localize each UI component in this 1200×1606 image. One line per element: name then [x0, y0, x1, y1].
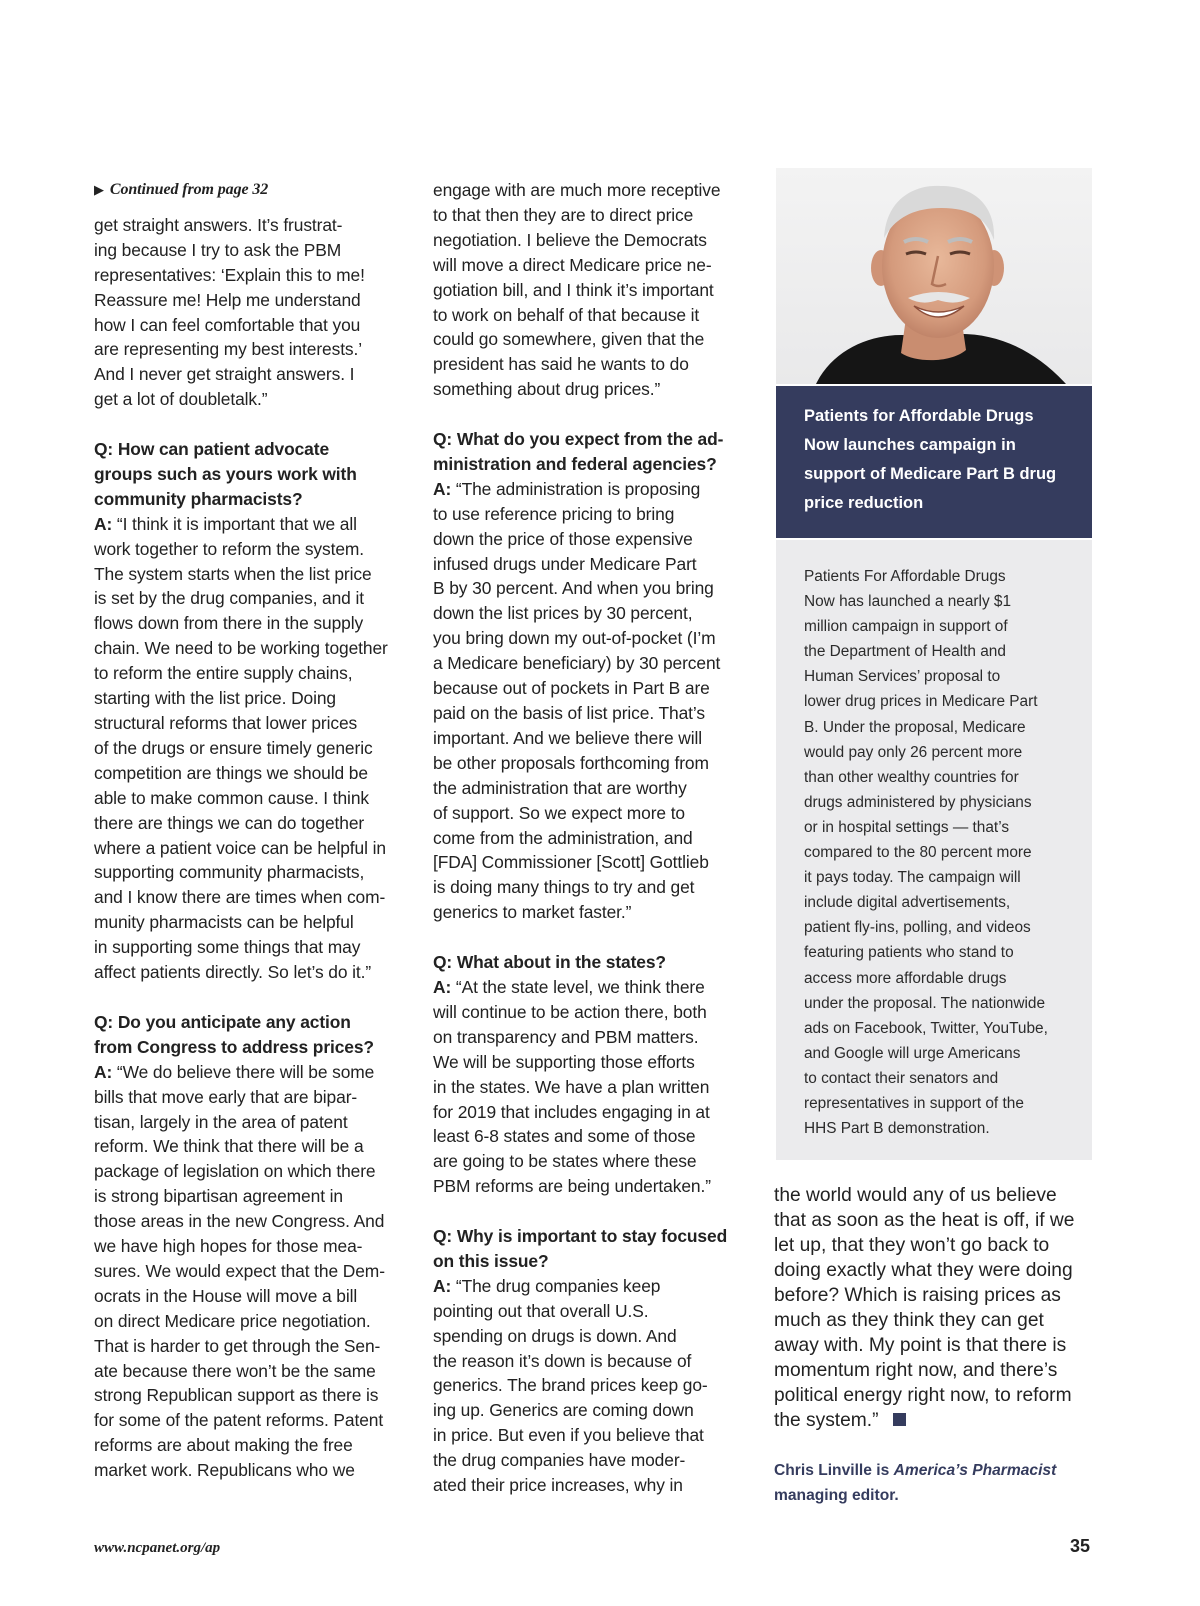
page-number: 35: [1070, 1536, 1091, 1556]
byline-prefix: Chris Linville is: [774, 1462, 894, 1479]
answer-paragraph: [94, 512, 412, 985]
answer-text: “I think it is important that we all work together to reform the system. The system starts when the list price is set by the drug companies, and it flows down from there in the supply chain. We need to be working together to reform the entire supply chains, starting with the list price. Doing structural reforms that lower prices of the drugs or ensure timely generic competition are things we should be able to make common cause. I think there are things we can do together where a patient voice can be helpful in supporting community pharmacists, and I know there are times when com- munity pharmacists can be helpful in supporting some things that may affect patients directly. So let’s do it.”: [94, 513, 388, 983]
answer-label: A:: [94, 513, 113, 534]
answer-text: “The administration is proposing to use reference pricing to bring down the price of those expensive infused drugs under Medicare Part B by 30 percent. And when you bring down the list prices by 30 percent, you bring down my out-of-pocket (I’m a Medicare beneficiary) by 30 percent because out of pockets in Part B are paid on the basis of list price. That’s important. And we believe there will be other proposals forthcoming from the administration that are worthy of support. So we expect more to come from the administration, and [FDA] Commissioner [Scott] Gottlieb is doing many things to try and get generics to market faster.”: [433, 478, 721, 923]
answer-label: A:: [433, 478, 452, 499]
answer-label: A:: [433, 1275, 452, 1296]
question-heading: Q: Why is important to stay focused on this issue?: [433, 1226, 728, 1271]
answer-paragraph: [433, 975, 753, 1199]
answer-text: “The drug companies keep pointing out that overall U.S. spending on drugs is down. And the reason it’s down is because of generics. The brand prices keep go- ing up. Generics are coming down in price. But even if you believe that the drug companies have moder- ated their price increases, why in: [433, 1275, 708, 1496]
column-3: [774, 1183, 1094, 1433]
question-heading: Q: What do you expect from the ad- ministration and federal agencies?: [433, 429, 724, 474]
answer-text: “We do believe there will be some bills that move early that are bipar- tisan, largely in the area of patent reform. We think that there will be a package of legislation on which there is strong bipartisan agreement in those areas in the new Congress. And we have high hopes for those mea- sures. We would expect that the Dem- ocrats in the House will move a bill on direct Medicare price negotiation. That is harder to get through the Sen- ate because there won’t be the same strong Republican support as there is for some of the patent reforms. Patent reforms are about making the free market work. Republicans who we: [94, 1061, 385, 1481]
answer-paragraph: [433, 1274, 753, 1498]
question-heading: Q: Do you anticipate any action from Congress to address prices?: [94, 1011, 374, 1057]
answer-text: “At the state level, we think there will continue to be action there, both on transparency and PBM matters. We will be supporting those efforts in the states. We have a plan written for 2019 that includes engaging in at least 6-8 states and some of those are going to be states where these PBM reforms are being undertaken.”: [433, 976, 711, 1197]
publication-name: America’s Pharmacist: [893, 1462, 1057, 1479]
continued-note: ▶ Continued from page 32: [94, 181, 269, 198]
footer-url: www.ncpanet.org/ap: [94, 1540, 221, 1556]
sidebar-body: Patients For Affordable Drugs Now has launched a nearly $1 million campaign in support of the Department of Health and Human Services’ proposal to lower drug prices in Medicare Part B. Under the proposal, Medicare would pay only 26 percent more than other wealthy countries for drugs administered by physicians or in hospital settings — that’s compared to the 80 percent more it pays today. The campaign will include digital advertisements, patient fly-ins, polling, and videos featuring patients who stand to access more affordable drugs under the proposal. The nationwide ads on Facebook, Twitter, YouTube, and Google will urge Americans to contact their senators and representatives in support of the HHS Part B demonstration.: [804, 568, 1048, 1138]
end-mark-icon: [893, 1413, 906, 1426]
paragraph: the world would any of us believe that as soon as the heat is off, if we let up, that they won’t go back to doing exactly what they were doing before? Which is raising prices as much as they think they can get away with. My point is that there is momentum right now, and there’s political energy right now, to reform the system.”: [774, 1185, 1075, 1431]
answer-label: A:: [433, 976, 452, 997]
paragraph: get straight answers. It’s frustrat- ing because I try to ask the PBM representatives: ‘Explain this to me! Reassure me! Help me understand how I can feel comfortable that you are representing my best interests.’ And I never get straight answers. I get a lot of doubletalk.”: [94, 214, 365, 410]
sidebar-headline: Patients for Affordable Drugs Now launches campaign in support of Medicare Part B drug price reduction: [804, 407, 1057, 512]
column-2: [433, 178, 753, 1498]
question-heading: Q: What about in the states?: [433, 952, 666, 973]
column-1: [94, 178, 412, 1483]
portrait-illustration: [776, 168, 1092, 384]
paragraph: engage with are much more receptive to that then they are to direct price negotiation. I believe the Democrats will move a direct Medicare price ne- gotiation bill, and I think it’s important to work on behalf of that because it could go somewhere, given that the president has said he wants to do something about drug prices.”: [433, 180, 721, 400]
sidebar-box: [776, 540, 1092, 1160]
portrait-photo: [776, 168, 1092, 384]
answer-label: A:: [94, 1061, 113, 1082]
question-heading: Q: How can patient advocate groups such as yours work with community pharmacists?: [94, 439, 357, 509]
byline-role: managing editor.: [774, 1487, 899, 1504]
sidebar-banner: [776, 386, 1092, 538]
answer-paragraph: [94, 1060, 412, 1483]
answer-paragraph: [433, 477, 753, 925]
author-byline: [774, 1458, 1094, 1508]
triangle-right-icon: ▶: [94, 182, 104, 197]
